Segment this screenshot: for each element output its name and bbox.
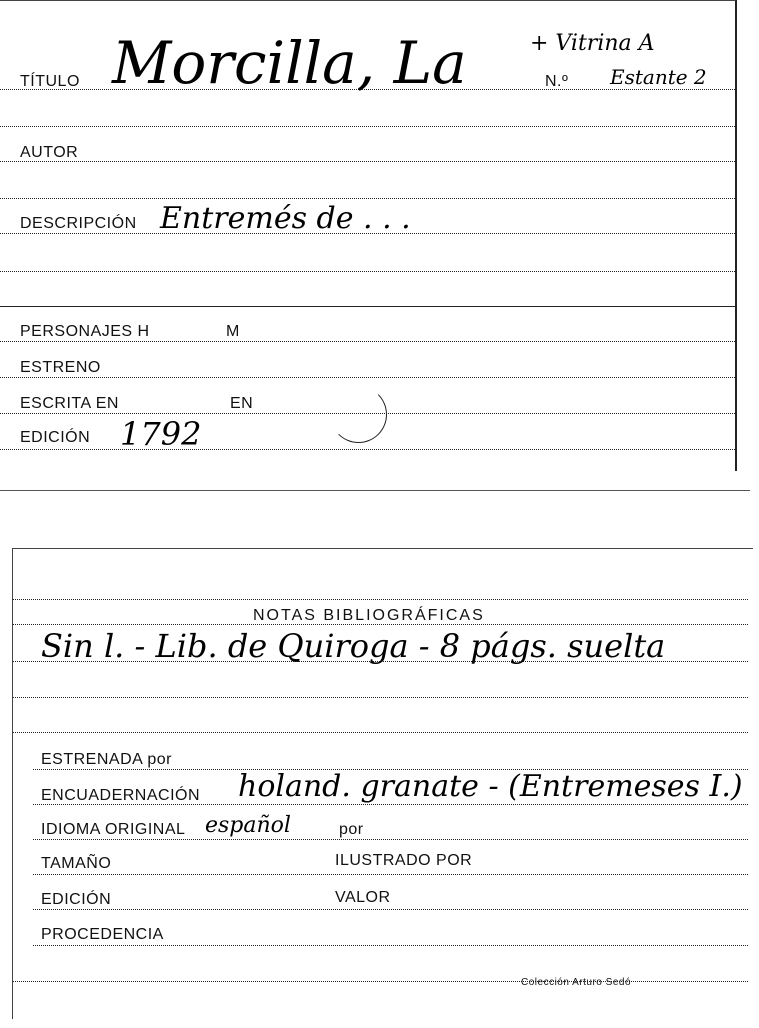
- rule-line: [0, 341, 735, 342]
- descripcion-value: Entremés de . . .: [160, 201, 411, 236]
- catalog-card-front: [0, 0, 737, 471]
- collection-footer: Colección Arturo Sedó: [521, 977, 632, 988]
- numero-label: N.º: [545, 73, 569, 90]
- rule-line: [13, 697, 748, 698]
- location-line2: Estante 2: [610, 65, 707, 89]
- rule-line: [13, 981, 748, 982]
- procedencia-label: PROCEDENCIA: [41, 926, 164, 943]
- notas-label: NOTAS BIBLIOGRÁFICAS: [253, 607, 485, 624]
- punch-hole-mark: [330, 386, 387, 443]
- location-line1: + Vitrina A: [530, 31, 655, 56]
- card-separator: [0, 490, 750, 491]
- rule-line: [0, 161, 735, 162]
- rule-line: [33, 945, 748, 946]
- estreno-label: ESTRENO: [20, 359, 101, 376]
- rule-line: [33, 839, 748, 840]
- personajes-label: PERSONAJES H: [20, 323, 150, 340]
- edicion-label: EDICIÓN: [20, 429, 91, 446]
- rule-line: [33, 909, 748, 910]
- rule-line: [0, 449, 735, 450]
- escrita-en-label: EN: [230, 395, 254, 412]
- titulo-value: Morcilla, La: [112, 29, 467, 97]
- encuadernacion-label: ENCUADERNACIÓN: [41, 787, 201, 804]
- personajes-m-label: M: [226, 323, 240, 340]
- rule-line: [33, 874, 748, 875]
- descripcion-label: DESCRIPCIÓN: [20, 215, 137, 232]
- valor-label: VALOR: [335, 889, 391, 906]
- edicion-back-label: EDICIÓN: [41, 891, 112, 908]
- rule-line: [0, 126, 735, 127]
- notas-value: Sin l. - Lib. de Quiroga - 8 págs. suelta: [41, 627, 666, 665]
- titulo-label: TÍTULO: [20, 73, 80, 90]
- escrita-label: ESCRITA EN: [20, 395, 119, 412]
- catalog-card-back: [12, 548, 753, 1019]
- rule-line: [0, 306, 735, 307]
- encuadernacion-value: holand. granate - (Entremeses I.): [238, 769, 743, 804]
- rule-line: [0, 271, 735, 272]
- rule-line: [13, 732, 748, 733]
- rule-line: [13, 599, 748, 600]
- edicion-value: 1792: [120, 415, 202, 453]
- ilustrado-label: ILUSTRADO POR: [335, 852, 473, 869]
- idioma-value: español: [205, 813, 291, 838]
- idioma-label: IDIOMA ORIGINAL: [41, 821, 186, 838]
- rule-line: [0, 198, 735, 199]
- tamano-label: TAMAÑO: [41, 855, 112, 872]
- estrenada-label: ESTRENADA por: [41, 751, 172, 768]
- rule-line: [0, 377, 735, 378]
- autor-label: AUTOR: [20, 144, 79, 161]
- idioma-por-label: por: [339, 821, 364, 838]
